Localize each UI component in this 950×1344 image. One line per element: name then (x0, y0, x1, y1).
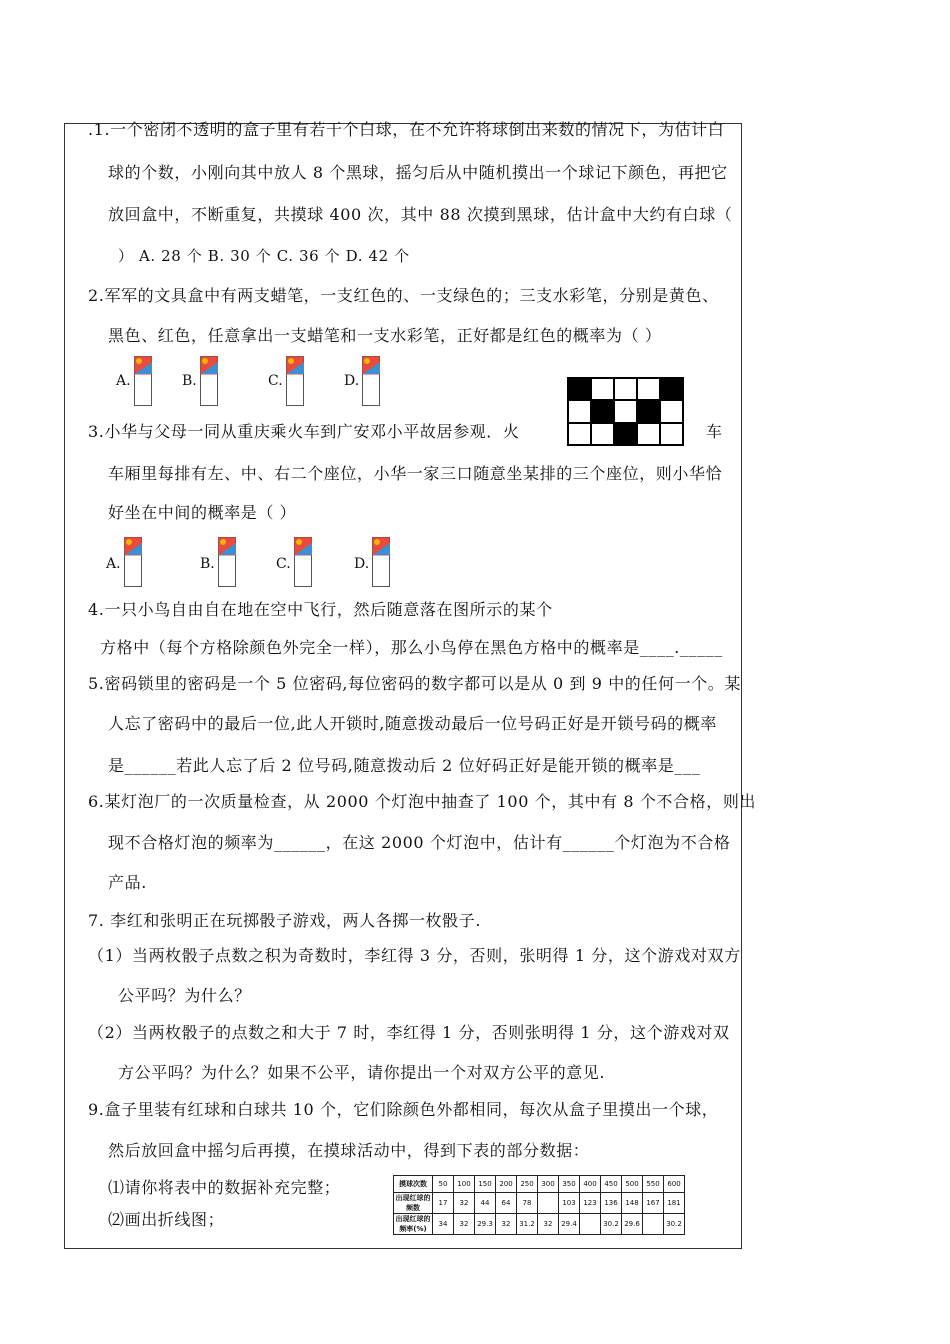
grid-cell-white (660, 400, 683, 422)
table-cell: 出现红球的频数 (395, 1194, 431, 1212)
grid-cell-white (637, 378, 660, 400)
table-row (394, 1193, 685, 1214)
grid-cell-white (568, 423, 591, 445)
table-cell: 103 (559, 1193, 580, 1214)
table-cell: 300 (538, 1176, 559, 1193)
fraction-image-icon (372, 537, 390, 587)
grid-cell-white (614, 378, 637, 400)
table-cell: 167 (643, 1193, 664, 1214)
table-cell: 30.2 (601, 1214, 622, 1235)
table-cell: 29.4 (559, 1214, 580, 1235)
table-cell (643, 1214, 664, 1235)
q7-line4: （2）当两枚骰子的点数之和大于 7 时，李红得 1 分，否则张明得 1 分，这个游戏对双 (88, 1023, 730, 1042)
q9-line1: 9.盒子里装有红球和白球共 10 个，它们除颜色外都相同，每次从盒子里摸出一个球， (88, 1100, 719, 1119)
q1-line1: .1.一个密闭不透明的盒子里有若干个白球，在不允许将球倒出来数的情况下，为估计白 (88, 120, 725, 139)
q2-line1: 2.军军的文具盒中有两支蜡笔，一支红色的、一支绿色的；三支水彩笔，分别是黄色、 (88, 286, 719, 305)
grid-cell-black (614, 423, 637, 445)
table-cell: 148 (622, 1193, 643, 1214)
table-cell: 32 (496, 1214, 517, 1235)
q4-line2: 方格中（每个方格除颜色外完全一样），那么小鸟停在黑色方格中的概率是____._____ (100, 638, 723, 657)
q3-line3: 好坐在中间的概率是（ ） (108, 503, 297, 522)
table-cell: 摸球次数 (394, 1176, 433, 1193)
table-cell: 100 (454, 1176, 475, 1193)
grid-cell-black (660, 378, 683, 400)
fraction-image-icon (286, 356, 304, 406)
table-cell (538, 1193, 559, 1214)
q2-option-b: B. (182, 373, 197, 389)
table-cell: 78 (517, 1193, 538, 1214)
q2-option-d: D. (344, 373, 360, 389)
q4-line1: 4.一只小鸟自由自在地在空中飞行，然后随意落在图所示的某个 (88, 600, 553, 619)
grid-cell-white (591, 423, 614, 445)
q3-line1-end: 车 (706, 422, 723, 441)
table-cell: 550 (643, 1176, 664, 1193)
q1-line3: 放回盒中，不断重复，共摸球 400 次，其中 88 次摸到黑球，估计盒中大约有白球（ (108, 205, 733, 224)
q1-line4: ） A. 28 个 B. 30 个 C. 36 个 D. 42 个 (118, 247, 410, 265)
table-cell: 136 (601, 1193, 622, 1214)
fraction-image-icon (362, 356, 380, 406)
table-cell: 400 (580, 1176, 601, 1193)
q3-option-b: B. (200, 556, 215, 572)
q7-line1: 7. 李红和张明正在玩掷骰子游戏，两人各掷一枚骰子. (88, 911, 482, 930)
table-cell: 31.2 (517, 1214, 538, 1235)
grid-cell-white (568, 400, 591, 422)
table-cell: 181 (664, 1193, 685, 1214)
q3-option-c: C. (276, 556, 291, 572)
table-cell: 34 (433, 1214, 454, 1235)
table-cell: 600 (664, 1176, 685, 1193)
table-cell: 29.3 (475, 1214, 496, 1235)
grid-cell-white (637, 423, 660, 445)
table-cell: 32 (454, 1193, 475, 1214)
q6-line3: 产品. (108, 873, 147, 892)
q2-option-c: C. (268, 373, 283, 389)
table-cell: 250 (517, 1176, 538, 1193)
q7-line2: （1）当两枚骰子点数之积为奇数时，李红得 3 分，否则，张明得 1 分，这个游戏对双方 (88, 946, 741, 965)
grid-cell-white (660, 423, 683, 445)
q9-line3: ⑴请你将表中的数据补充完整； (108, 1178, 341, 1197)
table-cell: 150 (475, 1176, 496, 1193)
grid-cell-black (568, 378, 591, 400)
table-cell: 32 (538, 1214, 559, 1235)
ball-draw-table (393, 1175, 685, 1235)
table-cell: 350 (559, 1176, 580, 1193)
q7-line5: 方公平吗？为什么？如果不公平，请你提出一个对双方公平的意见. (118, 1063, 606, 1082)
grid-cell-black (637, 400, 660, 422)
q3-option-a: A. (106, 556, 121, 572)
fraction-image-icon (134, 356, 152, 406)
black-white-grid (567, 377, 684, 446)
table-cell: 17 (433, 1193, 454, 1214)
fraction-image-icon (294, 537, 312, 587)
grid-cell-black (591, 400, 614, 422)
q6-line2: 现不合格灯泡的频率为______，在这 2000 个灯泡中，估计有______个灯泡为不合格 (108, 833, 731, 852)
q1-line2: 球的个数，小刚向其中放人 8 个黑球，摇匀后从中随机摸出一个球记下颜色，再把它 (108, 163, 728, 182)
table-cell: 50 (433, 1176, 454, 1193)
table-cell: 30.2 (664, 1214, 685, 1235)
table-cell: 200 (496, 1176, 517, 1193)
q7-line3: 公平吗？为什么？ (118, 986, 251, 1005)
q3-line1: 3.小华与父母一同从重庆乘火车到广安邓小平故居参观．火 (88, 422, 520, 441)
table-cell: 123 (580, 1193, 601, 1214)
q5-line2: 人忘了密码中的最后一位,此人开锁时,随意拨动最后一位号码正好是开锁号码的概率 (108, 714, 717, 733)
table-cell: 44 (475, 1193, 496, 1214)
q9-line4: ⑵画出折线图； (108, 1210, 225, 1229)
table-header-row (394, 1176, 685, 1193)
q3-line2: 车厢里每排有左、中、右二个座位，小华一家三口随意坐某排的三个座位，则小华恰 (108, 464, 723, 483)
fraction-image-icon (124, 537, 142, 587)
q2-option-a: A. (116, 373, 131, 389)
table-cell: 450 (601, 1176, 622, 1193)
table-cell: 500 (622, 1176, 643, 1193)
fraction-image-icon (218, 537, 236, 587)
q2-line2: 黑色、红色，任意拿出一支蜡笔和一支水彩笔，正好都是红色的概率为（ ） (108, 326, 662, 345)
table-cell (580, 1214, 601, 1235)
table-cell: 出现红球的频率(%) (395, 1215, 431, 1233)
q5-line1: 5.密码锁里的密码是一个 5 位密码,每位密码的数字都可以是从 0 到 9 中的任何一个。某 (88, 674, 742, 693)
q3-option-d: D. (354, 556, 370, 572)
table-row (394, 1214, 685, 1235)
table-cell: 64 (496, 1193, 517, 1214)
table-cell: 32 (454, 1214, 475, 1235)
table-cell: 29.6 (622, 1214, 643, 1235)
q9-line2: 然后放回盒中摇匀后再摸，在摸球活动中，得到下表的部分数据： (108, 1141, 590, 1160)
q6-line1: 6.某灯泡厂的一次质量检查，从 2000 个灯泡中抽查了 100 个，其中有 8 个不合格，则出 (88, 792, 757, 811)
grid-cell-white (591, 378, 614, 400)
fraction-image-icon (200, 356, 218, 406)
grid-cell-white (614, 400, 637, 422)
q5-line3: 是______若此人忘了后 2 位号码,随意拨动后 2 位好码正好是能开锁的概率是___ (108, 756, 701, 775)
